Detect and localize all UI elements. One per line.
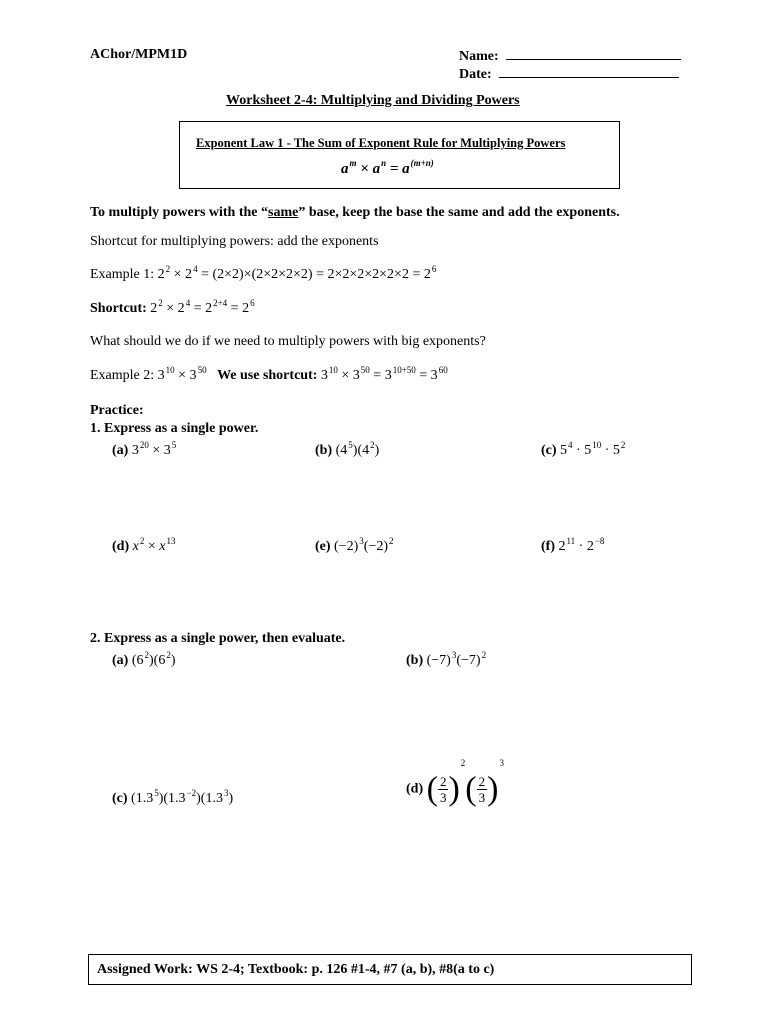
question-2: 2. Express as a single power, then evaluate. xyxy=(90,631,346,646)
date-line[interactable] xyxy=(499,65,679,78)
q2a: (a) $(6^2)(6^2)$ xyxy=(112,650,176,668)
law-box xyxy=(179,121,620,189)
name-field[interactable] xyxy=(459,47,681,65)
assigned-work: Assigned Work: WS 2-4; Textbook: p. 126 #1-4, #7 (a, b), #8(a to c) xyxy=(97,962,495,977)
q1c: (c) $5^4 \cdot 5^{10} \cdot 5^2$ xyxy=(541,440,626,458)
q1d: (d) $x^2 \times x^{13}$ xyxy=(112,536,176,554)
law-formula: $a^m \times a^n = a^{(m+n)}$ xyxy=(341,158,434,177)
shortcut-example: Shortcut: $2^2 \times 2^4 = 2^{2+4} = 2^6$ xyxy=(90,298,255,316)
q2c: (c) $(1.3^5)(1.3^{-2})(1.3^3)$ xyxy=(112,788,234,806)
name-line[interactable] xyxy=(506,47,681,60)
q1b: (b) $(4^5)(4^2)$ xyxy=(315,440,380,458)
course-code: AChor/MPM1D xyxy=(90,47,188,62)
question-1: 1. Express as a single power. xyxy=(90,421,259,436)
example-1: Example 1: $2^2 \times 2^4 = (2\times 2)\times(2\times 2\times 2\times 2) = 2\times 2\times 2\times 2\times 2\times 2 = 2^6$ xyxy=(90,264,437,282)
q2b: (b) $(-7)^3(-7)^2$ xyxy=(406,650,487,668)
name-label: Name: xyxy=(459,49,499,64)
date-label: Date: xyxy=(459,67,492,82)
law-heading: Exponent Law 1 - The Sum of Exponent Rule for Multiplying Powers xyxy=(196,136,566,150)
q1e: (e) $(-2)^3(-2)^2$ xyxy=(315,536,394,554)
example-2: Example 2: $3^{10} \times 3^{50}$ We use shortcut: $3^{10} \times 3^{50} = 3^{10+50} = 3^{60}$ xyxy=(90,365,448,383)
worksheet-title: Worksheet 2-4: Multiplying and Dividing Powers xyxy=(226,93,520,108)
rule-text: To multiply powers with the “same” base, keep the base the same and add the exponents. xyxy=(90,205,620,220)
question-text: What should we do if we need to multiply powers with big exponents? xyxy=(90,334,486,349)
shortcut-text: Shortcut for multiplying powers: add the exponents xyxy=(90,234,379,249)
q1a: (a) $3^{20} \times 3^5$ xyxy=(112,440,177,458)
q2d: (d) ( $\frac{2}{3}$ )$^2$( $\frac{2}{3}$ )$^3$ xyxy=(406,758,504,808)
q1f: (f) $2^{11} \cdot 2^{-8}$ xyxy=(541,536,605,554)
practice-heading: Practice: xyxy=(90,403,144,418)
date-field[interactable] xyxy=(459,65,679,83)
